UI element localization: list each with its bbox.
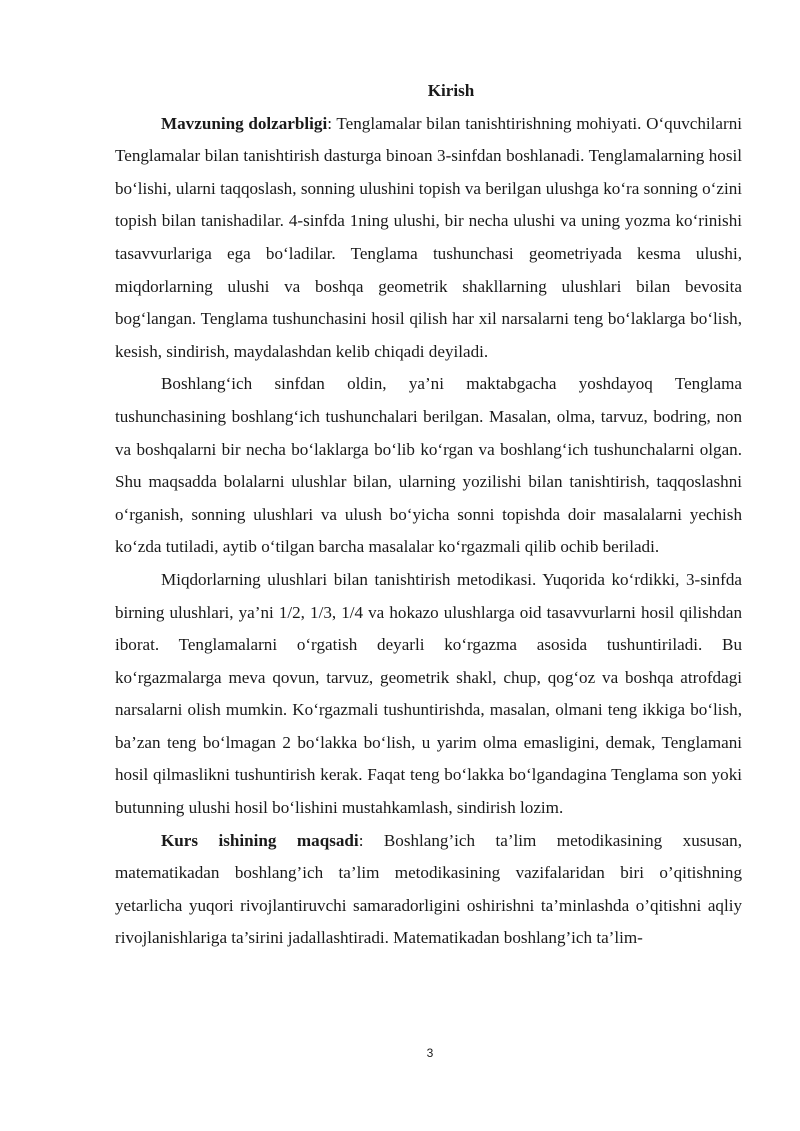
page-number: 3 [426, 1046, 434, 1060]
page-content [115, 75, 742, 955]
paragraph-lead: Mavzuning dolzarbligi [161, 113, 328, 133]
paragraph-text: : Tenglamalar bilan tanishtirishning mohiyati. O‘quvchilarni Tenglamalar bilan tanishtirish dasturga binoan 3-sinfdan boshlanadi. Tenglamalarning hosil bo‘lishi, ularni taqqoslash, sonning ulushini topish va berilgan ulushga ko‘ra sonning o‘zini topish bilan tanishadilar. 4-sinfda 1ning ulushi, bir necha ulushi va uning yozma ko‘rinishi tasavvurlariga ega bo‘ladilar. Tenglama tushunchasi geometriyada kesma ulushi, miqdorlarning ulushi va boshqa geometrik shakllarning ulushlari bilan bevosita bog‘langan. Tenglama tushunchasini hosil qilish har xil narsalarni teng bo‘laklarga bo‘lish, kesish, sindirish, maydalashdan kelib chiqadi deyiladi. [115, 113, 742, 361]
paragraph-text: : Boshlang’ich ta’lim metodikasining xususan, matematikadan boshlang’ich ta’lim metodikasining vazifalaridan biri o’qitishning yetarlicha yuqori rivojlantiruvchi samaradorligini oshirishni ta’minlashda o’qitishni aqliy rivojlanishlariga ta’sirini jadallashtiradi. Matematikadan boshlang’ich ta’lim- [115, 830, 742, 948]
page-title: Kirish [427, 81, 475, 100]
paragraph-preschool [115, 368, 742, 564]
paragraph-text: Boshlang‘ich sinfdan oldin, ya’ni maktabgacha yoshdayoq Tenglama tushunchasining boshlang‘ich tushunchalari berilgan. Masalan, olma, tarvuz, bodring, non va boshqalarni bir necha bo‘laklarga bo‘lib ko‘rgan va boshlang‘ich tushunchalarni olgan. Shu maqsadda bolalarni ulushlar bilan, ularning yozilishi bilan tanishtirish, taqqoslashni o‘rganish, sonning ulushlari va ulush bo‘yicha sonni topishda doir masalalarni yechish ko‘zda tutiladi, aytib o‘tilgan barcha masalalar ko‘rgazmali qilib ochib beriladi. [115, 374, 742, 557]
paragraph-text: Miqdorlarning ulushlari bilan tanishtirish metodikasi. Yuqorida ko‘rdikki, 3-sinfda birning ulushlari, ya’ni 1/2, 1/3, 1/4 va hokazo ulushlarga oid tasavvurlarni hosil qilishdan iborat. Tenglamalarni o‘rgatish deyarli ko‘rgazma asosida tushuntiriladi. Bu ko‘rgazmalarga meva qovun, tarvuz, geometrik shakl, chup, qog‘oz va boshqa atrofdagi narsalarni olish mumkin. Ko‘rgazmali tushuntirishda, masalan, olmani teng ikkiga bo‘lish, ba’zan teng bo‘lmagan 2 bo‘lakka bo‘lish, u yarim olma emasligini, demak, Tenglamani hosil qilmaslikni tushuntirish kerak. Faqat teng bo‘lakka bo‘lgandagina Tenglama son yoki butunning ulushi hosil bo‘lishini mustahkamlash, sindirish lozim. [115, 569, 742, 818]
paragraph-goal [115, 825, 742, 955]
paragraph-lead: Kurs ishining maqsadi [161, 830, 359, 850]
paragraph-methodology [115, 564, 742, 825]
paragraph-relevance [115, 108, 742, 369]
